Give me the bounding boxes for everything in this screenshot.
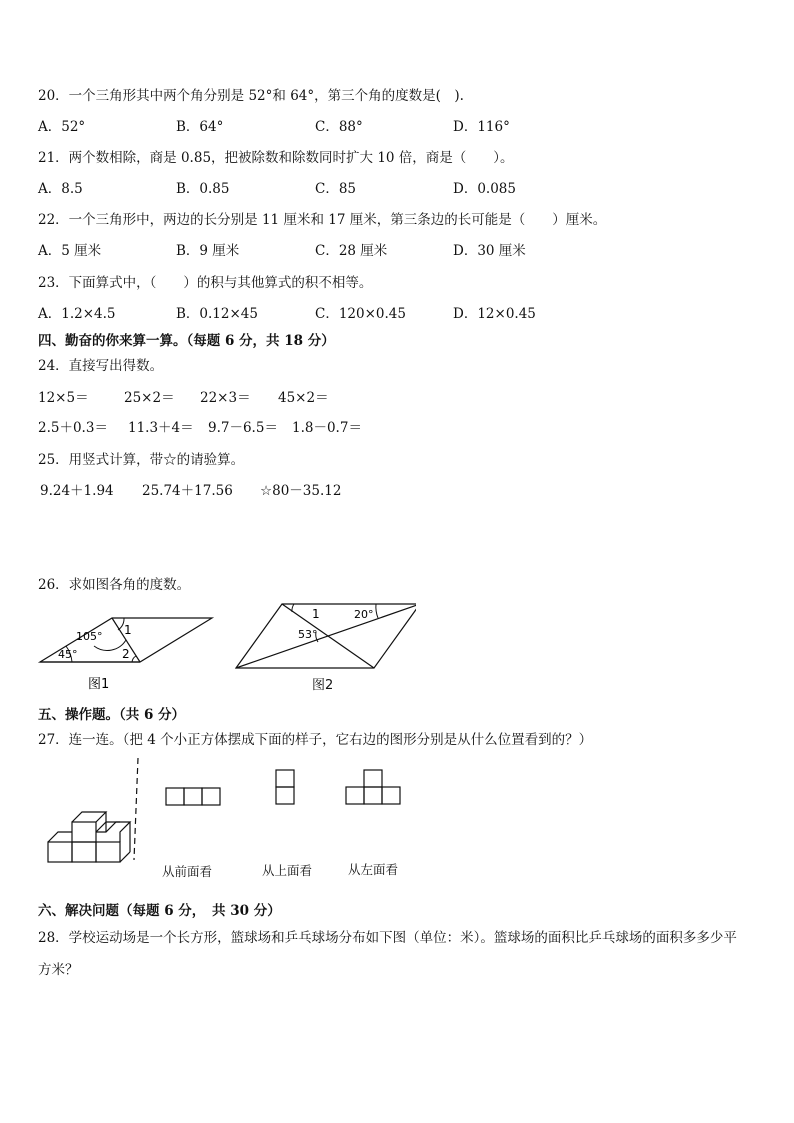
section-5-heading: 五、操作题。（共 6 分） bbox=[38, 707, 186, 723]
section-6-heading: 六、解决问题（每题 6 分， 共 30 分） bbox=[38, 903, 281, 919]
fig2-angle-53: 53° bbox=[298, 628, 318, 641]
view-square bbox=[346, 787, 364, 804]
view-square bbox=[382, 787, 400, 804]
q23-option-b: B．0.12×45 bbox=[176, 306, 258, 322]
q20-option-d: D．116° bbox=[453, 119, 510, 135]
cube-edge bbox=[120, 852, 130, 862]
view-two-stack bbox=[276, 770, 294, 804]
q22-option-b: B．9 厘米 bbox=[176, 243, 240, 259]
q24-item: 25×2＝ bbox=[124, 390, 175, 406]
q24-stem: 24．直接写出得数。 bbox=[38, 358, 164, 374]
q20-option-b: B．64° bbox=[176, 119, 224, 135]
view-square bbox=[276, 770, 294, 787]
fig2-angle-20: 20° bbox=[354, 608, 374, 621]
q25-item: 9.24＋1.94 bbox=[40, 483, 114, 499]
q28-line-2: 方米？ bbox=[38, 962, 79, 978]
q27-figures bbox=[40, 754, 420, 864]
q23-stem: 23．下面算式中，（ ）的积与其他算式的积不相等。 bbox=[38, 275, 373, 291]
cube-front-3 bbox=[96, 842, 120, 862]
view-square bbox=[184, 788, 202, 805]
fig1-label-2: 2 bbox=[122, 647, 130, 661]
q22-option-c: C．28 厘米 bbox=[315, 243, 388, 259]
cube-edge bbox=[96, 822, 120, 832]
cube-edge bbox=[72, 812, 106, 822]
fig2-label-1: 1 bbox=[312, 607, 320, 621]
view-label-top: 从上面看 bbox=[262, 863, 313, 878]
q28-line-1: 28．学校运动场是一个长方形，篮球场和乒乓球场分布如下图（单位：米）。篮球场的面积比乒乓球场的面积多多少平 bbox=[38, 930, 737, 946]
q25-item: ☆80－35.12 bbox=[260, 483, 342, 499]
view-square bbox=[364, 770, 382, 787]
cube-top bbox=[72, 822, 96, 842]
section-4-heading: 四、勤奋的你来算一算。（每题 6 分，共 18 分） bbox=[38, 333, 335, 349]
q21-option-a: A．8.5 bbox=[38, 181, 83, 197]
q25-item: 25.74＋17.56 bbox=[142, 483, 233, 499]
view-t-shape bbox=[346, 770, 400, 804]
fig2-diagonal-a bbox=[236, 604, 416, 668]
q24-item: 22×3＝ bbox=[200, 390, 251, 406]
cube-front-2 bbox=[72, 842, 96, 862]
fig1-caption: 图1 bbox=[88, 677, 110, 692]
q24-item: 2.5＋0.3＝ bbox=[38, 420, 108, 436]
q20-stem: 20．一个三角形其中两个角分别是 52°和 64°，第三个角的度数是( ). bbox=[38, 88, 464, 104]
cube-front-1 bbox=[48, 842, 72, 862]
view-square bbox=[276, 787, 294, 804]
q22-option-d: D．30 厘米 bbox=[453, 243, 526, 259]
fig2-arc-20 bbox=[376, 604, 378, 618]
fig2-arc-1 bbox=[292, 604, 294, 612]
view-three-row bbox=[166, 788, 220, 805]
q27-stem: 27．连一连。（把 4 个小正方体摆成下面的样子，它右边的图形分别是从什么位置看到的？） bbox=[38, 732, 593, 748]
q20-option-c: C．88° bbox=[315, 119, 363, 135]
view-square bbox=[364, 787, 382, 804]
q25-stem: 25．用竖式计算，带☆的请验算。 bbox=[38, 452, 245, 468]
q21-stem: 21．两个数相除，商是 0.85，把被除数和除数同时扩大 10 倍，商是（ ）。 bbox=[38, 150, 514, 166]
fig1-arc-2 bbox=[132, 656, 136, 662]
cube-stack bbox=[48, 812, 130, 862]
q24-item: 11.3＋4＝ bbox=[128, 420, 194, 436]
q24-item: 12×5＝ bbox=[38, 390, 89, 406]
q24-item: 45×2＝ bbox=[278, 390, 329, 406]
q26-figures bbox=[36, 602, 416, 694]
fig2-caption: 图2 bbox=[312, 678, 334, 693]
q22-option-a: A．5 厘米 bbox=[38, 243, 102, 259]
q22-stem: 22．一个三角形中，两边的长分别是 11 厘米和 17 厘米，第三条边的长可能是（ ）厘米。 bbox=[38, 212, 607, 228]
q21-option-c: C．85 bbox=[315, 181, 357, 197]
q20-option-a: A．52° bbox=[38, 119, 86, 135]
q23-option-c: C．120×0.45 bbox=[315, 306, 406, 322]
dashed-divider bbox=[134, 758, 138, 860]
fig1-angle-105: 105° bbox=[76, 630, 103, 643]
q23-option-d: D．12×0.45 bbox=[453, 306, 536, 322]
view-square bbox=[166, 788, 184, 805]
view-square bbox=[202, 788, 220, 805]
q21-option-d: D．0.085 bbox=[453, 181, 516, 197]
q23-option-a: A．1.2×4.5 bbox=[38, 306, 116, 322]
fig1-label-1: 1 bbox=[124, 623, 132, 637]
fig1-angle-45: 45° bbox=[58, 648, 78, 661]
q24-item: 1.8－0.7＝ bbox=[292, 420, 362, 436]
q21-option-b: B．0.85 bbox=[176, 181, 230, 197]
figure-2 bbox=[236, 604, 416, 668]
q26-stem: 26．求如图各角的度数。 bbox=[38, 577, 191, 593]
view-label-left: 从左面看 bbox=[348, 862, 399, 877]
cube-edge bbox=[48, 832, 72, 842]
view-label-front: 从前面看 bbox=[162, 864, 213, 879]
figure-1 bbox=[40, 618, 212, 692]
q24-item: 9.7－6.5＝ bbox=[208, 420, 278, 436]
